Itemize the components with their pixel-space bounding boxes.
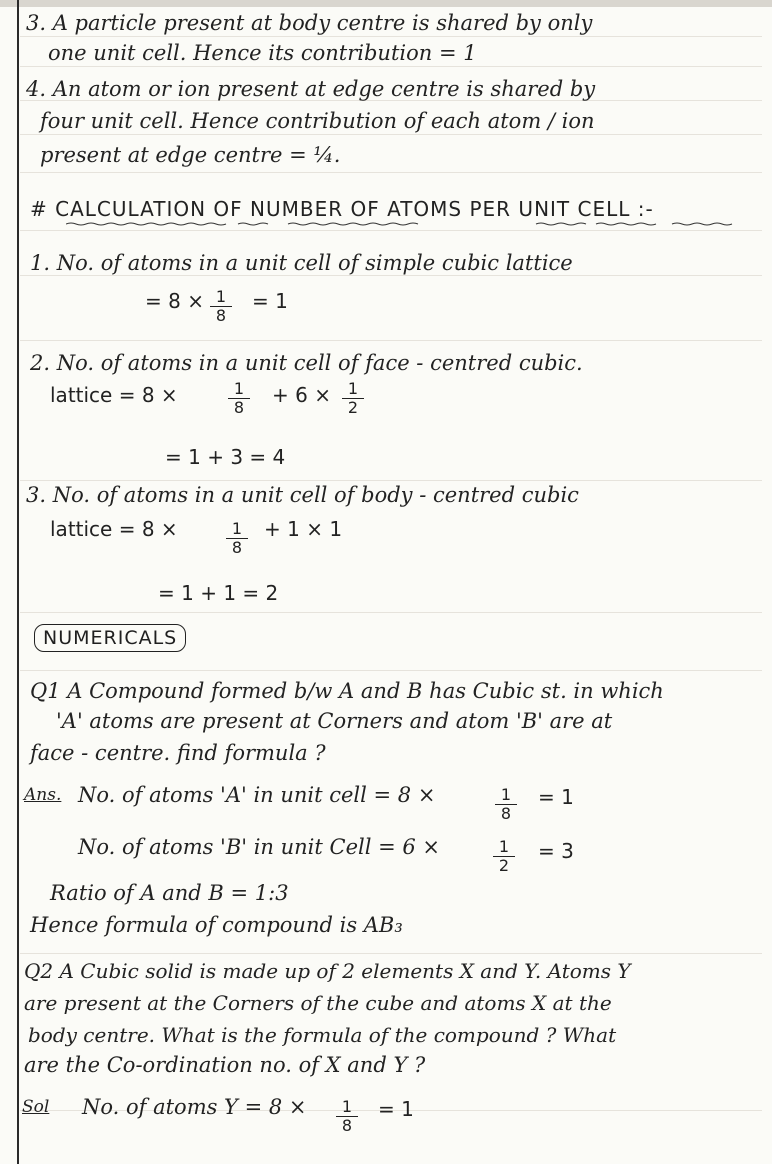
ruled-line <box>20 230 762 231</box>
fraction-one-eighth: $\frac{1}{8}$ <box>226 520 248 557</box>
q2-line-3: body centre. What is the formula of the compound ? What <box>28 1023 617 1047</box>
ruled-line <box>20 480 762 481</box>
fraction-one-eighth: $\frac{1}{8}$ <box>336 1098 358 1135</box>
q2-solution-1: No. of atoms Y = 8 × <box>82 1095 307 1119</box>
q1-answer-a-result: = 1 <box>538 785 574 809</box>
q1-answer-a: No. of atoms 'A' in unit cell = 8 × <box>78 783 436 807</box>
ruled-line <box>20 670 762 671</box>
q1-line-3: face - centre. find formula ? <box>30 741 326 765</box>
ruled-line <box>20 134 762 135</box>
heading-underline <box>66 222 746 226</box>
q1-line-1: Q1 A Compound formed b/w A and B has Cubic st. in which <box>30 679 664 703</box>
point-3-line-2: one unit cell. Hence its contribution = 1 <box>48 41 477 65</box>
fraction-one-eighth: $\frac{1}{8}$ <box>495 786 517 823</box>
solution-tag: Sol <box>22 1097 50 1117</box>
bcc-expr-left: lattice = 8 × <box>50 517 178 541</box>
q2-line-4: are the Co-ordination no. of X and Y ? <box>24 1053 426 1077</box>
point-4-line-1: 4. An atom or ion present at edge centre is shared by <box>26 77 596 101</box>
answer-tag: Ans. <box>24 785 62 805</box>
bcc-line: 3. No. of atoms in a unit cell of body - centred cubic <box>26 483 579 507</box>
simple-cubic-line: 1. No. of atoms in a unit cell of simple cubic lattice <box>30 251 573 275</box>
fcc-result: = 1 + 3 = 4 <box>165 445 286 469</box>
fcc-line: 2. No. of atoms in a unit cell of face - centred cubic. <box>30 351 583 375</box>
q2-solution-1-result: = 1 <box>378 1097 414 1121</box>
ruled-line <box>20 36 762 37</box>
q1-answer-b-result: = 3 <box>538 839 574 863</box>
q2-line-1: Q2 A Cubic solid is made up of 2 elements X and Y. Atoms Y <box>24 959 631 983</box>
q2-line-2: are present at the Corners of the cube and atoms X at the <box>24 991 612 1015</box>
point-4-line-2: four unit cell. Hence contribution of each atom / ion <box>40 109 595 133</box>
ruled-line <box>20 953 762 954</box>
numericals-label: NUMERICALS <box>34 624 186 652</box>
fcc-expr-left: lattice = 8 × <box>50 383 178 407</box>
q1-ratio: Ratio of A and B = 1:3 <box>50 881 289 905</box>
q1-line-2: 'A' atoms are present at Corners and atom 'B' are at <box>56 709 613 733</box>
ruled-line <box>20 612 762 613</box>
bcc-result: = 1 + 1 = 2 <box>158 581 279 605</box>
ruled-line <box>20 340 762 341</box>
page-top-edge <box>0 0 772 7</box>
fcc-expr-mid: + 6 × <box>272 383 331 407</box>
simple-cubic-expr-right: = 1 <box>252 289 288 313</box>
margin-line <box>17 0 19 1164</box>
ruled-line <box>20 66 762 67</box>
ruled-line <box>20 172 762 173</box>
bcc-expr-right: + 1 × 1 <box>264 517 343 541</box>
simple-cubic-expr-left: = 8 × <box>145 289 204 313</box>
point-4-line-3: present at edge centre = ¼. <box>40 143 341 167</box>
point-3-line-1: 3. A particle present at body centre is shared by only <box>26 11 593 35</box>
fraction-one-half: $\frac{1}{2}$ <box>493 838 515 875</box>
q1-answer-b: No. of atoms 'B' in unit Cell = 6 × <box>78 835 441 859</box>
fraction-one-eighth: $\frac{1}{8}$ <box>210 288 232 325</box>
fraction-one-half: $\frac{1}{2}$ <box>342 380 364 417</box>
fraction-one-eighth: $\frac{1}{8}$ <box>228 380 250 417</box>
section-heading: # CALCULATION OF NUMBER OF ATOMS PER UNIT CELL :- <box>30 197 654 221</box>
q1-formula: Hence formula of compound is AB₃ <box>30 913 403 937</box>
